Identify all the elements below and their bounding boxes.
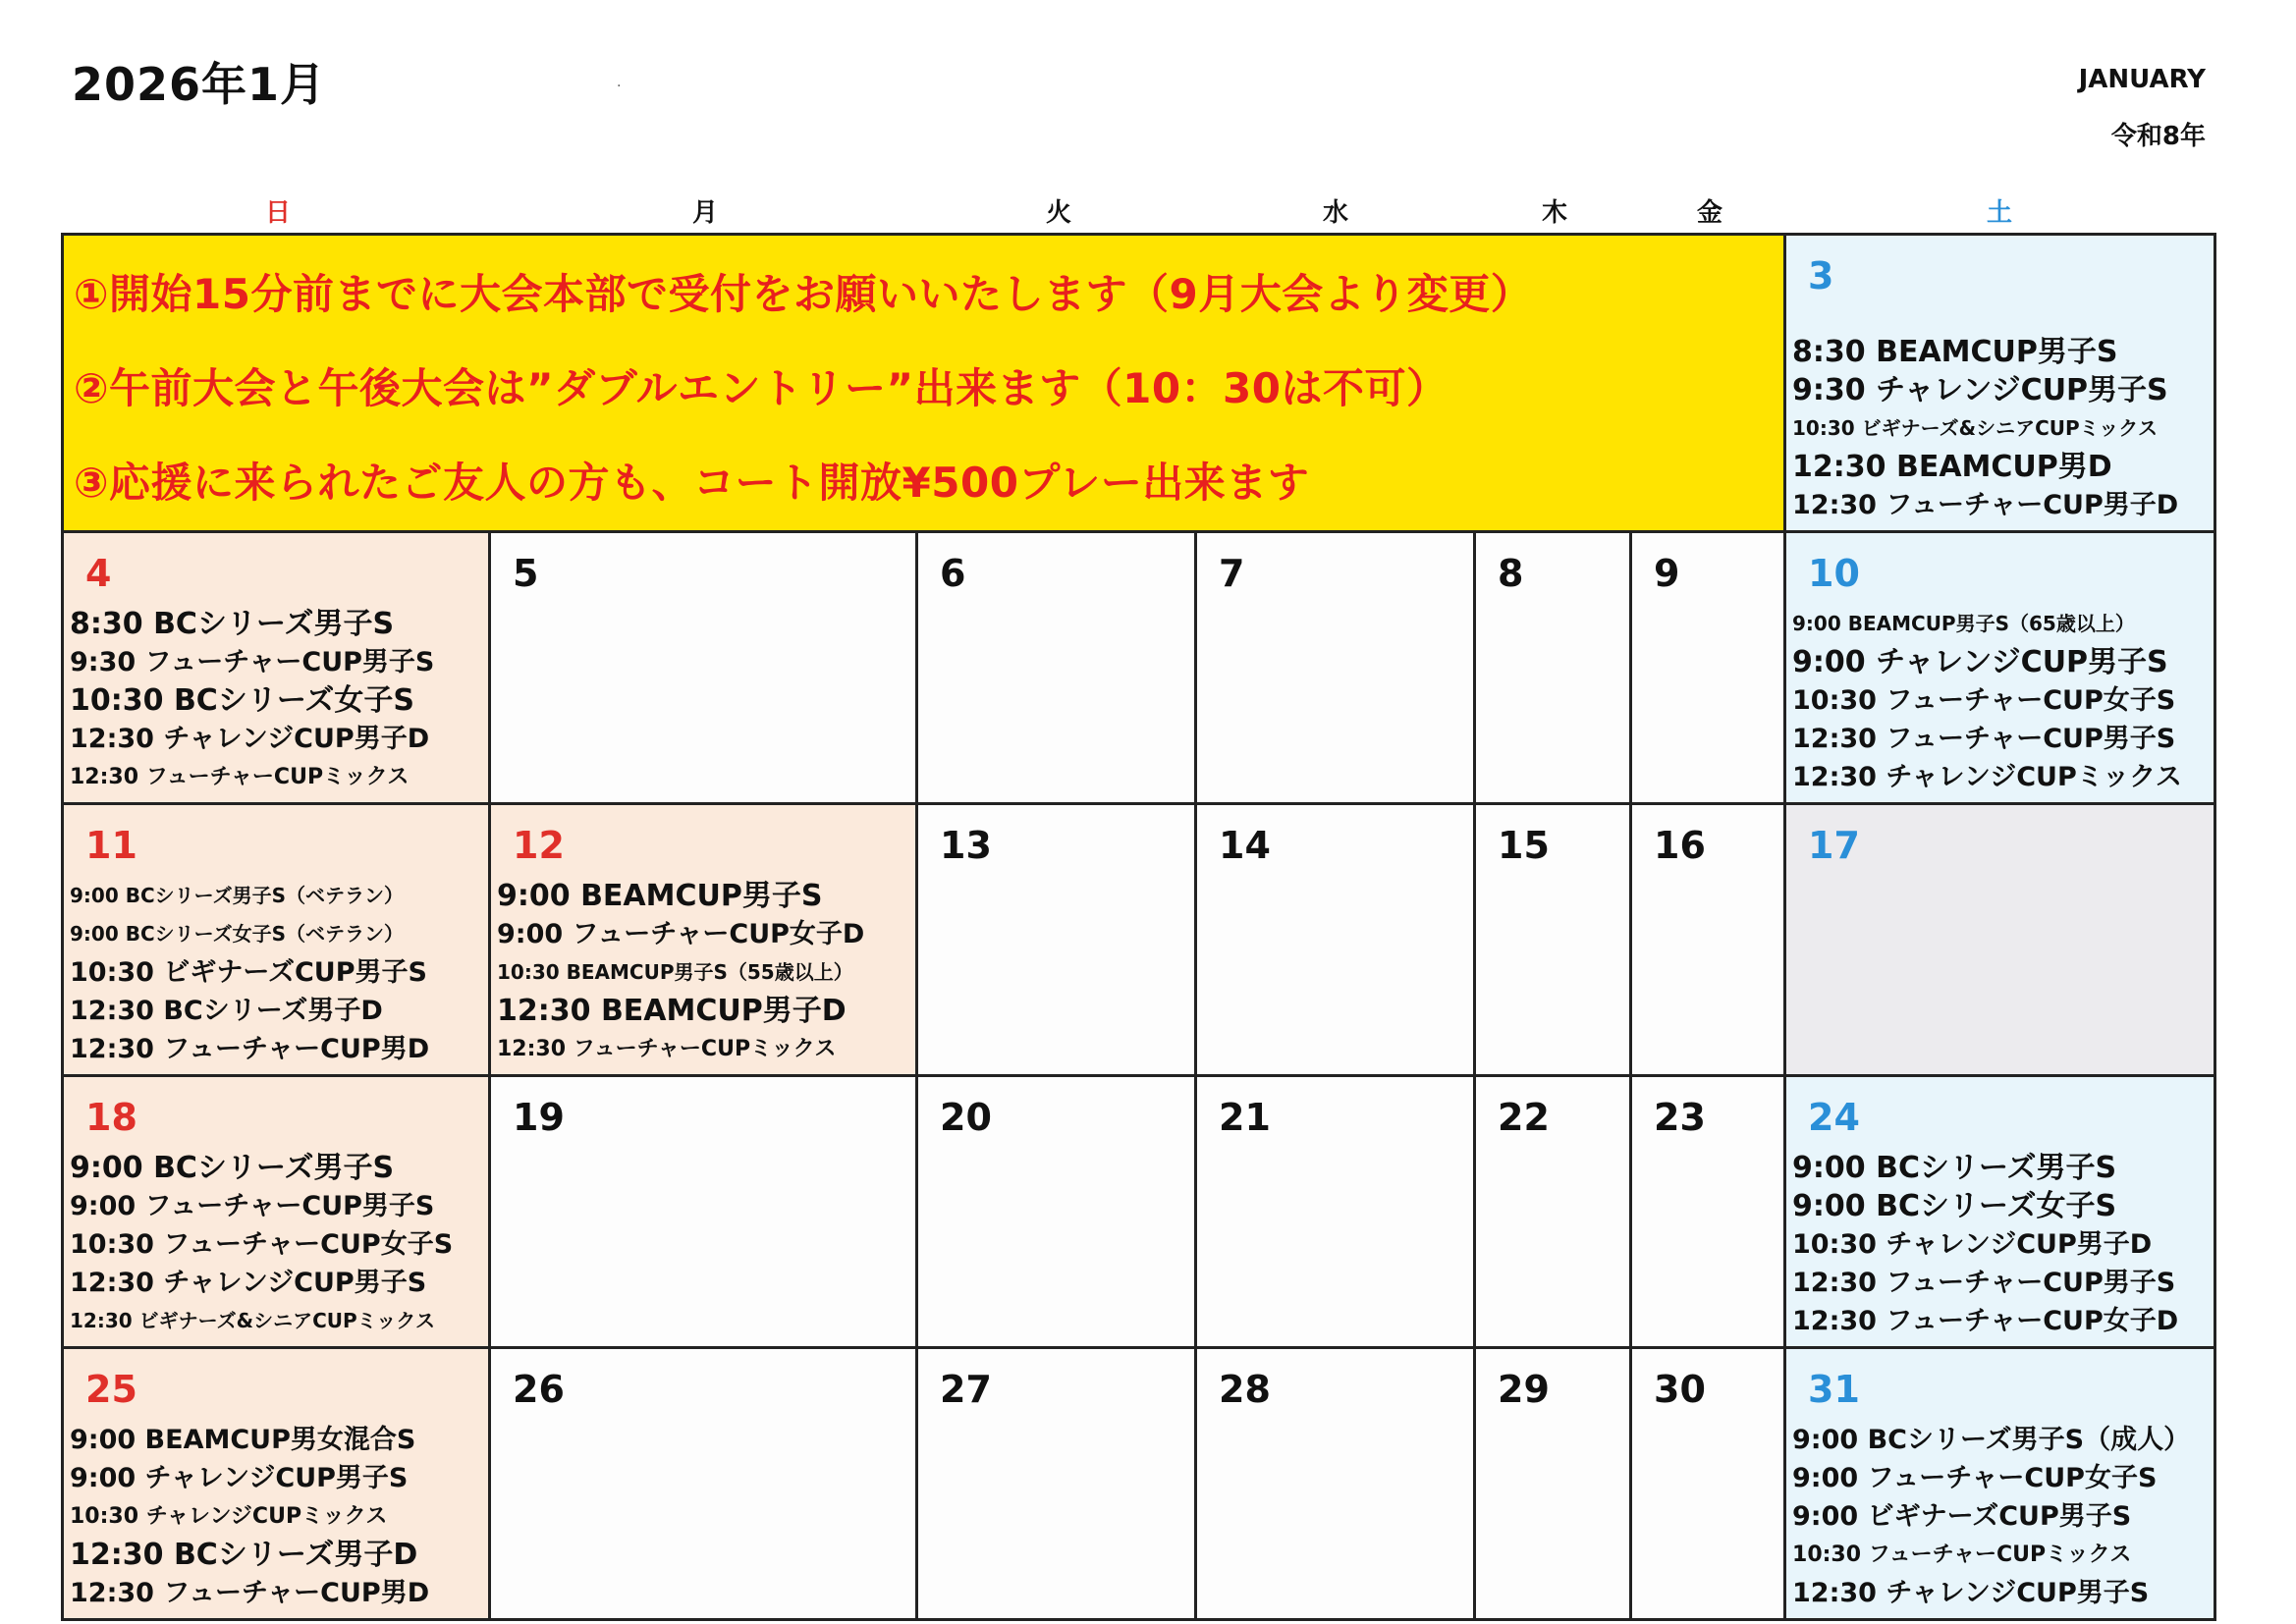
day-cell-26 [490,1348,917,1620]
event-list [1792,1149,2210,1340]
day-cell-15 [1475,804,1631,1076]
day-cell-4 [63,532,490,804]
day-cell-9 [1631,532,1785,804]
day-number: 5 [513,552,539,595]
event-item: 12:30 フューチャーCUP男D [70,1578,430,1608]
event-item: 9:00 BCシリーズ男子S（成人） [1792,1425,2191,1455]
event-item: 12:30 フューチャーCUP男子S [1792,1268,2176,1298]
event-item: 9:00 BCシリーズ男子S [1792,1151,2117,1185]
event-item: 12:30 BEAMCUP男子D [497,994,847,1028]
day-cell-12 [490,804,917,1076]
event-item: 12:30 BCシリーズ男子D [70,1538,418,1572]
day-cell-30 [1631,1348,1785,1620]
event-list [70,1149,484,1340]
day-number: 21 [1219,1096,1271,1139]
event-item: 10:30 フューチャーCUP女子S [70,1229,454,1260]
day-number: 9 [1654,552,1680,595]
event-item: 10:30 BEAMCUP男子S（55歳以上） [497,960,853,984]
day-number: 26 [513,1368,565,1411]
day-cell-24 [1785,1076,2215,1348]
event-item: 9:00 フューチャーCUP女子S [1792,1463,2158,1493]
event-list [497,877,911,1068]
day-cell-20 [917,1076,1196,1348]
day-number: 19 [513,1096,565,1139]
day-cell-19 [490,1076,917,1348]
day-number: 7 [1219,552,1245,595]
day-number: 28 [1219,1368,1271,1411]
event-list [1792,605,2210,796]
event-item: 10:30 ビギナーズCUP男子S [70,957,427,988]
day-cell-21 [1196,1076,1475,1348]
day-number: 30 [1654,1368,1706,1411]
weekday-sun: 日 [264,198,292,228]
day-number: 16 [1654,824,1706,867]
event-item: 9:00 BEAMCUP男女混合S [70,1425,416,1455]
event-list [70,1421,484,1612]
day-number: 24 [1808,1096,1860,1139]
event-item: 12:30 フューチャーCUP男D [70,1034,430,1064]
day-number: 31 [1808,1368,1860,1411]
event-item: 10:30 フューチャーCUP女子S [1792,685,2176,716]
event-item: 9:00 チャレンジCUP男子S [1792,645,2168,679]
day-cell-22 [1475,1076,1631,1348]
day-number: 10 [1808,552,1860,595]
day-cell-28 [1196,1348,1475,1620]
speck-mark: · [617,79,622,94]
event-item: 8:30 BCシリーズ男子S [70,607,395,641]
calendar-title: 2026年1月 [72,58,327,111]
day-cell-3 [1785,235,2215,532]
event-item: 9:30 フューチャーCUP男子S [70,647,435,677]
event-item: 9:00 BCシリーズ男子S [70,1151,395,1185]
calendar-grid [61,233,2216,1621]
notice-line-2: ②午前大会と午後大会は”ダブルエントリー”出来ます（10：30は不可） [74,364,1449,412]
event-item: 10:30 チャレンジCUP男子D [1792,1229,2153,1260]
event-list [70,877,484,1068]
event-item: 12:30 フューチャーCUP男子S [1792,724,2176,754]
event-item: 8:30 BEAMCUP男子S [1792,335,2118,369]
event-item: 12:30 チャレンジCUP男子D [70,724,430,754]
event-item: 12:30 チャレンジCUP男子S [1792,1578,2150,1608]
event-item: 12:30 フューチャーCUP男子D [1792,490,2179,520]
day-cell-17 [1785,804,2215,1076]
event-item: 12:30 フューチャーCUP女子D [1792,1306,2179,1336]
event-list [1792,1421,2210,1612]
event-item: 10:30 ビギナーズ&シニアCUPミックス [1792,416,2159,440]
day-cell-7 [1196,532,1475,804]
event-item: 9:00 BCシリーズ男子S（ベテラン） [70,884,405,907]
day-cell-23 [1631,1076,1785,1348]
day-number: 4 [85,552,112,595]
day-number: 6 [940,552,966,595]
event-item: 10:30 チャレンジCUPミックス [70,1504,388,1529]
day-cell-5 [490,532,917,804]
day-number: 12 [513,824,565,867]
day-number: 13 [940,824,992,867]
event-item: 9:30 チャレンジCUP男子S [1792,373,2168,407]
notice-box [63,235,1785,532]
event-item: 9:00 BCシリーズ女子S（ベテラン） [70,922,405,946]
day-number: 8 [1498,552,1524,595]
day-cell-27 [917,1348,1196,1620]
event-item: 9:00 ビギナーズCUP男子S [1792,1501,2132,1532]
day-cell-25 [63,1348,490,1620]
day-number: 27 [940,1368,992,1411]
day-cell-10 [1785,532,2215,804]
era-label: 令和8年 [2110,122,2206,151]
day-cell-31 [1785,1348,2215,1620]
day-cell-13 [917,804,1196,1076]
event-item: 12:30 ビギナーズ&シニアCUPミックス [70,1309,436,1332]
weekday-wed: 水 [1322,198,1349,228]
event-item: 12:30 BCシリーズ男子D [70,996,383,1026]
day-number: 20 [940,1096,992,1139]
event-item: 9:00 BCシリーズ女子S [1792,1189,2117,1223]
event-item: 10:30 BCシリーズ女子S [70,683,414,718]
day-number: 18 [85,1096,137,1139]
event-item: 12:30 フューチャーCUPミックス [497,1037,837,1061]
event-item: 9:00 チャレンジCUP男子S [70,1463,409,1493]
day-number: 25 [85,1368,137,1411]
event-item: 9:00 BEAMCUP男子S（65歳以上） [1792,612,2135,635]
event-item: 10:30 フューチャーCUPミックス [1792,1543,2132,1567]
day-number: 23 [1654,1096,1706,1139]
day-number: 15 [1498,824,1550,867]
event-item: 12:30 フューチャーCUPミックス [70,765,410,789]
day-number: 17 [1808,824,1860,867]
day-number: 11 [85,824,137,867]
event-item: 9:00 BEAMCUP男子S [497,879,823,913]
event-item: 12:30 チャレンジCUP男子S [70,1268,427,1298]
notice-line-1: ①開始15分前までに大会本部で受付をお願いいたします（9月大会より変更） [74,270,1533,318]
weekday-thu: 木 [1541,198,1568,228]
event-item: 9:00 フューチャーCUP男子S [70,1191,435,1221]
day-cell-14 [1196,804,1475,1076]
day-cell-6 [917,532,1196,804]
weekday-sat: 土 [1986,198,2013,228]
day-cell-18 [63,1076,490,1348]
day-number: 3 [1808,254,1834,298]
weekday-tue: 火 [1045,198,1072,228]
event-item: 9:00 フューチャーCUP女子D [497,919,865,949]
day-number: 14 [1219,824,1271,867]
day-number: 22 [1498,1096,1550,1139]
day-cell-16 [1631,804,1785,1076]
day-number: 29 [1498,1368,1550,1411]
month-english: JANUARY [2078,65,2206,94]
event-item: 12:30 BEAMCUP男D [1792,450,2112,484]
weekday-mon: 月 [691,198,719,228]
day-cell-11 [63,804,490,1076]
event-item: 12:30 チャレンジCUPミックス [1792,762,2182,792]
weekday-fri: 金 [1696,198,1723,228]
notice-line-3: ③応援に来られたご友人の方も、コート開放¥500プレー出来ます [74,459,1310,507]
event-list [1792,333,2210,524]
day-cell-29 [1475,1348,1631,1620]
day-cell-8 [1475,532,1631,804]
event-list [70,605,484,796]
